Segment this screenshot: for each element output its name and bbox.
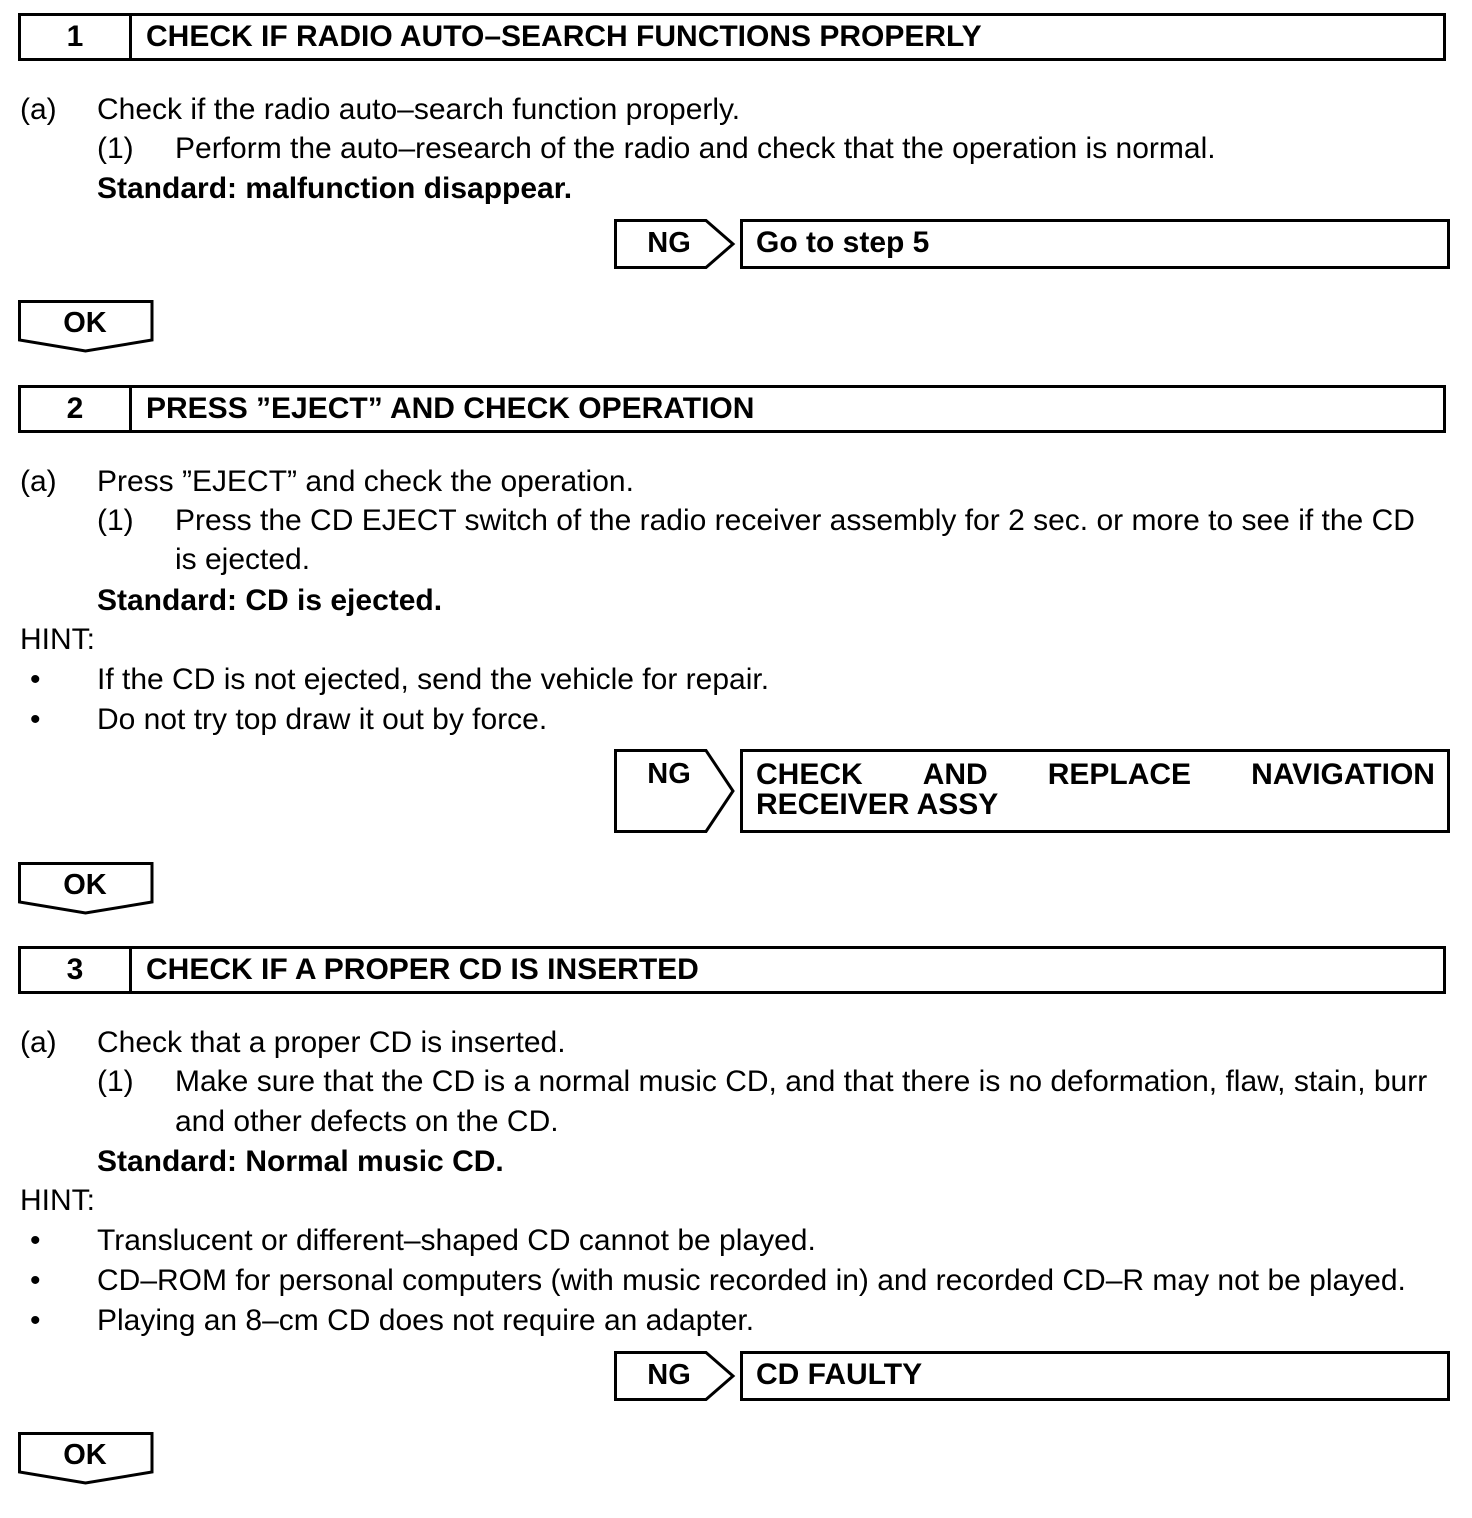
step-2-ng-result <box>740 749 1450 833</box>
step-3-ok-branch <box>18 1432 156 1484</box>
step-2-standard: Standard: CD is ejected. <box>97 584 443 617</box>
step-2-hint-bullet: • <box>30 703 41 736</box>
step-1-ng-result: Go to step 5 <box>740 219 1450 269</box>
step-1-header <box>18 13 1446 61</box>
step-2-hint-1: If the CD is not ejected, send the vehicle for repair. <box>97 663 770 696</box>
step-2-title: PRESS ”EJECT” AND CHECK OPERATION <box>146 392 755 425</box>
step-3-hint-bullet: • <box>30 1264 41 1297</box>
step-2-ng-result-line1 <box>756 760 1435 790</box>
step-1-item-a-marker: (a) <box>20 93 57 126</box>
step-2-header <box>18 385 1446 433</box>
step-3-item-a-text: Check that a proper CD is inserted. <box>97 1026 566 1059</box>
step-3-ng-branch <box>614 1351 1450 1401</box>
step-2-sub1-marker: (1) <box>97 504 134 537</box>
step-2-hint-2: Do not try top draw it out by force. <box>97 703 548 736</box>
step-2-ng-branch <box>614 749 1450 833</box>
step-3-hint-2: CD–ROM for personal computers (with music recorded in) and recorded CD–R may not be played. <box>97 1264 1406 1297</box>
step-3-item-a-marker: (a) <box>20 1026 57 1059</box>
step-1-title: CHECK IF RADIO AUTO–SEARCH FUNCTIONS PROPERLY <box>146 20 982 53</box>
step-3-ok-label: OK <box>63 1439 107 1471</box>
step-2-ok-label: OK <box>63 869 107 901</box>
step-1-ng-branch <box>614 219 1450 269</box>
ng-result-word: NAVIGATION <box>1251 758 1435 791</box>
ng-result-word: AND <box>922 758 988 791</box>
step-3-hint-1: Translucent or different–shaped CD cannot be played. <box>97 1224 816 1257</box>
step-3-title: CHECK IF A PROPER CD IS INSERTED <box>146 953 699 986</box>
ng-result-word: CHECK <box>756 758 863 791</box>
step-3-hint-label: HINT: <box>20 1184 95 1217</box>
step-3-hint-3: Playing an 8–cm CD does not require an adapter. <box>97 1304 755 1337</box>
step-2-hint-bullet: • <box>30 663 41 696</box>
step-2-sub1-line2: is ejected. <box>175 543 311 576</box>
step-3-number: 3 <box>21 949 132 991</box>
step-2-ng-label: NG <box>647 758 691 790</box>
step-3-ng-result: CD FAULTY <box>740 1351 1450 1401</box>
step-3-sub1-line1: Make sure that the CD is a normal music CD, and that there is no deformation, flaw, stain, burr <box>175 1065 1428 1098</box>
step-2-ng-result-line2: RECEIVER ASSY <box>756 788 999 821</box>
step-1-ok-branch <box>18 300 156 352</box>
step-2-item-a-marker: (a) <box>20 465 57 498</box>
step-3-sub1-marker: (1) <box>97 1065 134 1098</box>
step-1-item-a-text: Check if the radio auto–search function properly. <box>97 93 741 126</box>
step-2-hint-label: HINT: <box>20 623 95 656</box>
step-3-sub1-line2: and other defects on the CD. <box>175 1105 559 1138</box>
step-2-ok-branch <box>18 862 156 914</box>
step-3-header <box>18 946 1446 994</box>
step-1-number: 1 <box>21 16 132 58</box>
step-3-hint-bullet: • <box>30 1304 41 1337</box>
step-2-item-a-text: Press ”EJECT” and check the operation. <box>97 465 634 498</box>
step-1-sub1-text: Perform the auto–research of the radio and check that the operation is normal. <box>175 132 1216 165</box>
step-2-sub1-line1: Press the CD EJECT switch of the radio receiver assembly for 2 sec. or more to see if the CD <box>175 504 1415 537</box>
step-3-ng-label: NG <box>647 1359 691 1391</box>
ng-result-word: REPLACE <box>1047 758 1192 791</box>
step-1-ng-label: NG <box>647 227 691 259</box>
step-3-standard: Standard: Normal music CD. <box>97 1145 504 1178</box>
step-3-hint-bullet: • <box>30 1224 41 1257</box>
step-1-sub1-marker: (1) <box>97 132 134 165</box>
step-1-standard: Standard: malfunction disappear. <box>97 172 573 205</box>
step-1-ok-label: OK <box>63 307 107 339</box>
step-2-number: 2 <box>21 388 132 430</box>
